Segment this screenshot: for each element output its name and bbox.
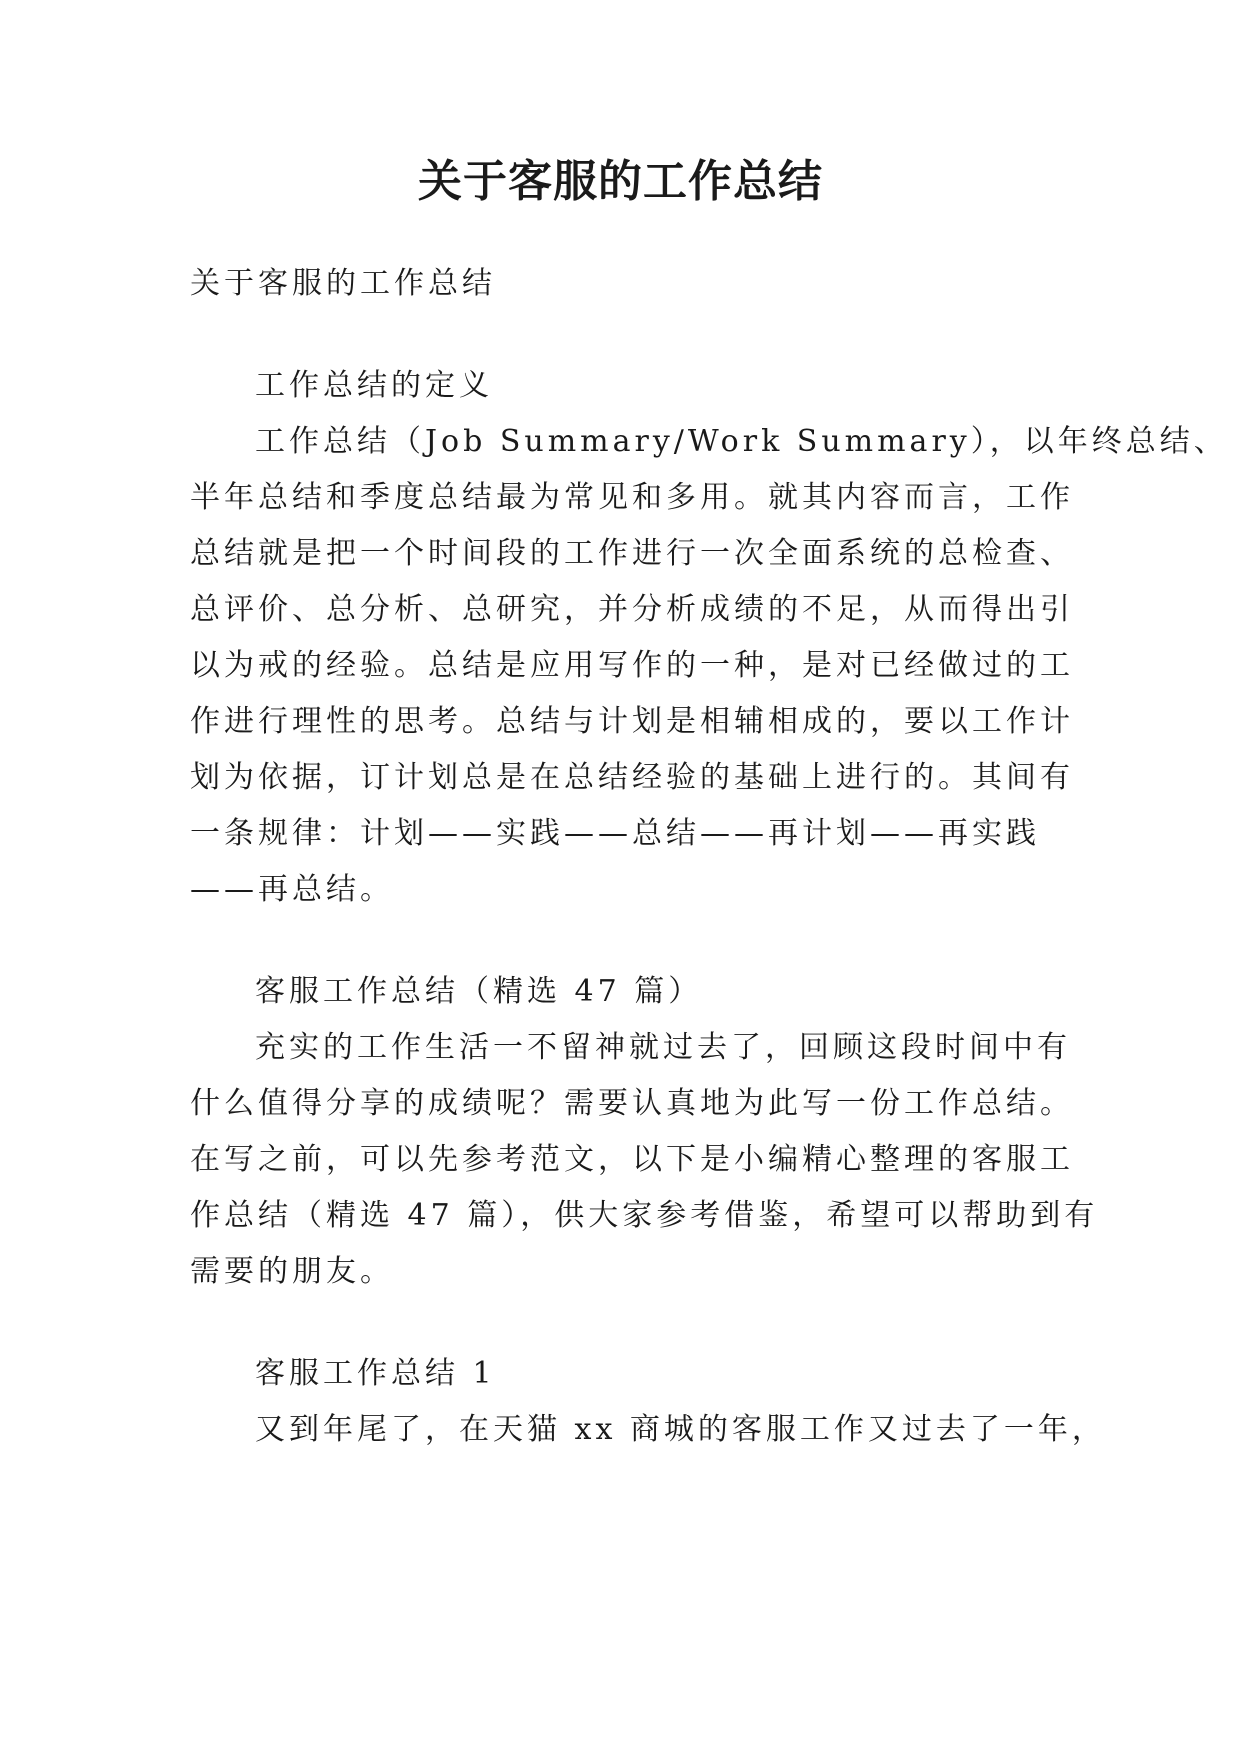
section-heading-definition: 工作总结的定义 — [255, 368, 493, 403]
paragraph-line: 充实的工作生活一不留神就过去了，回顾这段时间中有 — [255, 1030, 1071, 1065]
paragraph-line: 需要的朋友。 — [190, 1254, 394, 1289]
paragraph-line: 划为依据，订计划总是在总结经验的基础上进行的。其间有 — [190, 760, 1074, 795]
paragraph-line: 一条规律：计划——实践——总结——再计划——再实践 — [190, 816, 1040, 851]
paragraph-line: 又到年尾了，在天猫 xx 商城的客服工作又过去了一年， — [255, 1412, 1106, 1447]
paragraph-line: 总结就是把一个时间段的工作进行一次全面系统的总检查、 — [190, 536, 1074, 571]
paragraph-line: 总评价、总分析、总研究，并分析成绩的不足，从而得出引 — [190, 592, 1074, 627]
paragraph-line: 工作总结（Job Summary/Work Summary），以年终总结、 — [255, 424, 1228, 459]
paragraph-line: ——再总结。 — [190, 872, 394, 907]
paragraph-line: 在写之前，可以先参考范文，以下是小编精心整理的客服工 — [190, 1142, 1074, 1177]
paragraph-line: 作总结（精选 47 篇），供大家参考借鉴，希望可以帮助到有 — [190, 1198, 1099, 1233]
paragraph-line: 以为戒的经验。总结是应用写作的一种，是对已经做过的工 — [190, 648, 1074, 683]
paragraph-line: 半年总结和季度总结最为常见和多用。就其内容而言，工作 — [190, 480, 1074, 515]
paragraph-line: 什么值得分享的成绩呢？需要认真地为此写一份工作总结。 — [190, 1086, 1074, 1121]
section-heading-summary-1: 客服工作总结 1 — [255, 1356, 496, 1391]
document-subtitle: 关于客服的工作总结 — [190, 266, 496, 301]
section-heading-selected: 客服工作总结（精选 47 篇） — [255, 974, 703, 1009]
paragraph-line: 作进行理性的思考。总结与计划是相辅相成的，要以工作计 — [190, 704, 1074, 739]
document-title: 关于客服的工作总结 — [418, 156, 823, 207]
